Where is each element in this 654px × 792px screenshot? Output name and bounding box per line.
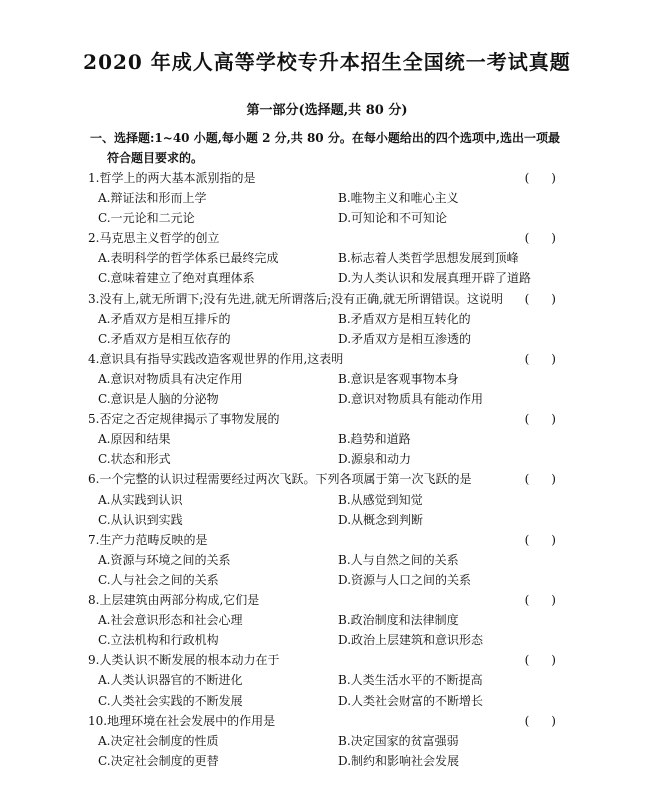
answer-blank: () xyxy=(524,532,578,547)
option-c: C.人与社会之间的关系 xyxy=(98,572,219,587)
option-b: B.政治制度和法律制度 xyxy=(338,613,459,628)
option-b: B.从感觉到知觉 xyxy=(338,492,423,507)
option-row xyxy=(88,490,578,510)
question-stem xyxy=(88,168,578,188)
option-d: D.从概念到判断 xyxy=(338,512,424,527)
option-row xyxy=(88,309,578,329)
option-c: C.矛盾双方是相互依存的 xyxy=(98,331,231,346)
option-row xyxy=(88,610,578,630)
question-stem-text: 5.否定之否定规律揭示了事物发展的 xyxy=(88,412,280,427)
question-stem xyxy=(88,228,578,248)
option-d: D.矛盾双方是相互渗透的 xyxy=(338,331,472,346)
option-row xyxy=(88,751,578,771)
question-stem-text: 4.意识具有指导实践改造客观世界的作用,这表明 xyxy=(88,351,344,366)
option-b: B.意识是客观事物本身 xyxy=(338,371,459,386)
option-a: A.资源与环境之间的关系 xyxy=(98,552,231,567)
question-list xyxy=(88,168,578,771)
question-4 xyxy=(88,349,578,409)
option-row xyxy=(88,268,578,288)
option-a: A.社会意识形态和社会心理 xyxy=(98,613,243,628)
instructions xyxy=(90,128,590,168)
answer-blank: () xyxy=(524,472,578,487)
option-a: A.意识对物质具有决定作用 xyxy=(98,371,243,386)
option-d: D.人类社会财富的不断增长 xyxy=(338,693,484,708)
question-stem xyxy=(88,650,578,670)
option-b: B.人类生活水平的不断提高 xyxy=(338,673,483,688)
option-c: C.立法机构和行政机构 xyxy=(98,633,219,648)
question-stem xyxy=(88,711,578,731)
question-7 xyxy=(88,530,578,590)
option-row xyxy=(88,691,578,711)
option-a: A.原因和结果 xyxy=(98,432,171,447)
option-b: B.唯物主义和唯心主义 xyxy=(338,191,459,206)
option-b: B.人与自然之间的关系 xyxy=(338,552,459,567)
answer-blank: () xyxy=(524,653,578,668)
option-row xyxy=(88,550,578,570)
option-row xyxy=(88,449,578,469)
option-row xyxy=(88,389,578,409)
option-c: C.从认识到实践 xyxy=(98,512,183,527)
option-d: D.可知论和不可知论 xyxy=(338,211,448,226)
option-row xyxy=(88,248,578,268)
option-d: D.资源与人口之间的关系 xyxy=(338,572,472,587)
option-row xyxy=(88,670,578,690)
question-stem xyxy=(88,349,578,369)
option-c: C.人类社会实践的不断发展 xyxy=(98,693,243,708)
question-stem-text: 1.哲学上的两大基本派别指的是 xyxy=(88,171,256,185)
option-row xyxy=(88,369,578,389)
question-stem xyxy=(88,590,578,610)
option-d: D.政治上层建筑和意识形态 xyxy=(338,633,484,648)
question-stem xyxy=(88,469,578,489)
question-stem-text: 9.人类认识不断发展的根本动力在于 xyxy=(88,653,280,668)
option-a: A.决定社会制度的性质 xyxy=(98,733,219,748)
option-c: C.意味着建立了绝对真理体系 xyxy=(98,271,255,286)
instructions-line-2: 符合题目要求的。 xyxy=(107,151,204,165)
question-9 xyxy=(88,650,578,710)
question-10 xyxy=(88,711,578,771)
option-c: C.一元论和二元论 xyxy=(98,211,195,226)
question-2 xyxy=(88,228,578,288)
question-5 xyxy=(88,409,578,469)
question-3 xyxy=(88,289,578,349)
answer-blank: () xyxy=(524,291,578,306)
question-stem-text: 2.马克思主义哲学的创立 xyxy=(88,231,220,246)
option-a: A.人类认识器官的不断进化 xyxy=(98,673,243,688)
option-d: D.意识对物质具有能动作用 xyxy=(338,392,484,407)
option-a: A.矛盾双方是相互排斥的 xyxy=(98,311,231,326)
option-row xyxy=(88,570,578,590)
answer-blank: () xyxy=(524,351,578,366)
option-a: A.从实践到认识 xyxy=(98,492,183,507)
option-row xyxy=(88,510,578,530)
question-stem xyxy=(88,289,578,309)
option-row xyxy=(88,329,578,349)
question-1 xyxy=(88,168,578,228)
instructions-line-1: 一、选择题:1~40 小题,每小题 2 分,共 80 分。在每小题给出的四个选项中,选出一项最 xyxy=(90,131,561,145)
option-b: B.决定国家的贫富强弱 xyxy=(338,733,459,748)
question-stem-text: 3.没有上,就无所谓下;没有先进,就无所谓落后;没有正确,就无所谓错误。这说明 xyxy=(88,291,503,306)
option-d: D.源泉和动力 xyxy=(338,452,412,467)
option-d: D.为人类认识和发展真理开辟了道路 xyxy=(338,271,532,286)
option-row xyxy=(88,188,578,208)
question-stem-text: 7.生产力范畴反映的是 xyxy=(88,532,208,547)
answer-blank: () xyxy=(524,412,578,427)
option-c: C.状态和形式 xyxy=(98,452,171,467)
question-stem-text: 8.上层建筑由两部分构成,它们是 xyxy=(88,593,260,608)
option-row xyxy=(88,731,578,751)
answer-blank: () xyxy=(524,231,578,246)
option-d: D.制约和影响社会发展 xyxy=(338,753,460,768)
question-stem xyxy=(88,409,578,429)
option-row xyxy=(88,630,578,650)
question-6 xyxy=(88,469,578,529)
option-row xyxy=(88,208,578,228)
option-b: B.矛盾双方是相互转化的 xyxy=(338,311,471,326)
option-b: B.标志着人类哲学思想发展到顶峰 xyxy=(338,251,519,266)
option-c: C.意识是人脑的分泌物 xyxy=(98,392,219,407)
question-8 xyxy=(88,590,578,650)
answer-blank: () xyxy=(524,171,578,185)
question-stem xyxy=(88,530,578,550)
exam-title: 2020 年成人高等学校专升本招生全国统一考试真题 xyxy=(83,50,571,74)
question-stem-text: 6.一个完整的认识过程需要经过两次飞跃。下列各项属于第一次飞跃的是 xyxy=(88,472,472,487)
option-b: B.趋势和道路 xyxy=(338,432,411,447)
question-stem-text: 10.地理环境在社会发展中的作用是 xyxy=(88,713,276,728)
part-heading: 第一部分(选择题,共 80 分) xyxy=(246,103,408,118)
option-row xyxy=(88,429,578,449)
answer-blank: () xyxy=(524,713,578,728)
answer-blank: () xyxy=(524,593,578,608)
option-a: A.表明科学的哲学体系已最终完成 xyxy=(98,251,279,266)
option-c: C.决定社会制度的更替 xyxy=(98,753,219,768)
option-a: A.辩证法和形而上学 xyxy=(98,191,207,206)
